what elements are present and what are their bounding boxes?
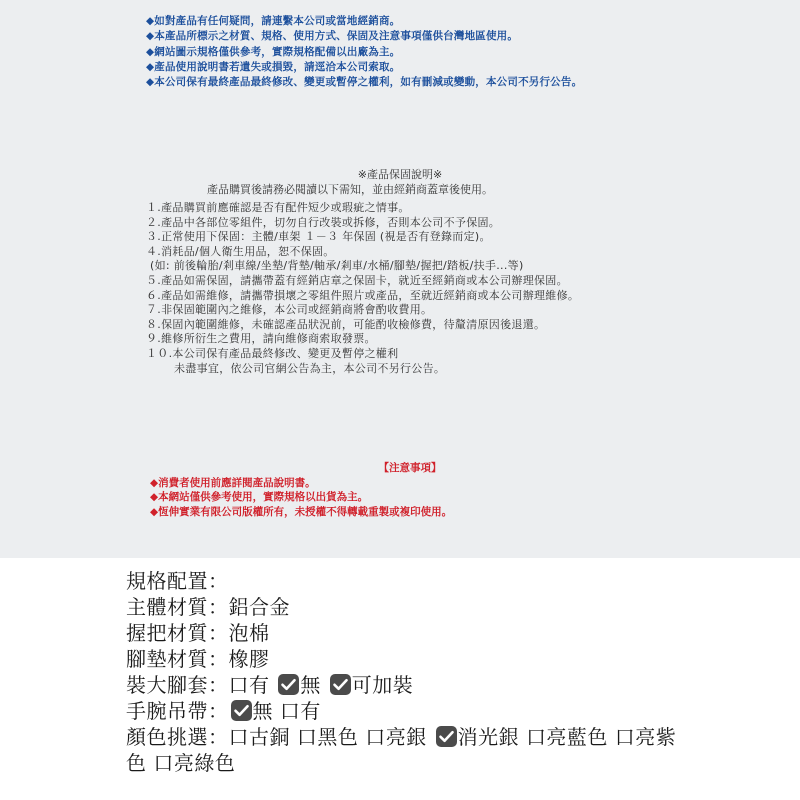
disclaimer-line: ◆網站圖示規格僅供參考，實際規格配備以出廠為主。: [146, 45, 401, 58]
spec-section: [126, 568, 786, 776]
warranty-item: ３.正常使用下保固：主體/車架 １－３ 年保固 (視是否有登錄而定)。: [146, 230, 491, 244]
color-option-box: 口: [614, 725, 636, 749]
checkbox-checked-icon: [436, 726, 457, 747]
option-yes: 口有: [228, 673, 270, 697]
warranty-item: １.產品購買前應確認是否有配件短少或瑕疵之情事。: [146, 201, 410, 214]
warranty-item: ７.非保固範圍內之維修，本公司或經銷商將會酌收費用。: [146, 303, 433, 317]
warranty-item: (如: 前後輪胎/剎車線/坐墊/背墊/軸承/剎車/水桶/腳墊/握把/踏板/扶手...等): [150, 259, 524, 273]
notice-item: ◆本網站僅供參考使用，實際規格以出貨為主。: [150, 491, 369, 504]
spec-color: [126, 724, 686, 776]
option-yes: 口有: [279, 699, 321, 723]
color-option-matte-silver: 消光銀: [457, 725, 520, 749]
warranty-item: ６.產品如需維修，請攜帶損壞之零組件照片或產品，至就近經銷商或本公司辦理維修。: [146, 288, 580, 302]
disclaimer-line: ◆本產品所標示之材質、規格、使用方式、保固及注意事項僅供台灣地區使用。: [146, 30, 519, 43]
warranty-item: ８.保固內範圍維修，未確認產品狀況前，可能酌收檢修費，待釐清原因後退還。: [146, 317, 546, 331]
warranty-item: 未盡事宜，依公司官網公告為主，本公司不另行公告。: [174, 361, 446, 375]
spec-big-foot-pad: [126, 672, 786, 698]
color-option-bright-blue: 口亮藍色: [525, 725, 608, 749]
disclaimer-line: ◆如對產品有任何疑問，請連繫本公司或當地經銷商。: [146, 15, 401, 27]
option-no: 無: [300, 673, 321, 697]
warranty-title: ※產品保固說明※: [357, 168, 443, 181]
color-option-bronze: 口古銅: [228, 725, 290, 749]
spec-body-material: 主體材質：鋁合金: [126, 595, 290, 619]
color-label: 顏色挑選：: [126, 725, 229, 749]
checkbox-checked-icon: [330, 674, 351, 695]
warranty-list: [146, 201, 579, 376]
color-option-bright-green: 口亮綠色: [153, 751, 236, 775]
checkbox-checked-icon: [231, 700, 252, 721]
warranty-item: ５.產品如需保固，請攜帶蓋有經銷店章之保固卡，就近至經銷商或本公司辦理保固。: [146, 273, 568, 287]
disclaimer-notes: [146, 14, 582, 90]
warranty-item: １０.本公司保有產品最終修改、變更及暫停之權利: [146, 346, 399, 360]
spec-grip-material: 握把材質：泡棉: [126, 621, 270, 645]
notice-item: ◆消費者使用前應詳閱產品說明書。: [150, 477, 316, 489]
spec-header: 規格配置：: [126, 569, 229, 593]
warranty-intro: 產品購買後請務必閱讀以下需知，並由經銷商蓋章後使用。: [207, 183, 493, 196]
warranty-item: ９.維修所衍生之費用，請向維修商索取發票。: [146, 332, 376, 346]
warranty-item: ２.產品中各部位零組件，切勿自行改裝或拆修，否則本公司不予保固。: [146, 215, 501, 229]
spec-foot-pad-material: 腳墊材質：橡膠: [126, 647, 270, 671]
checkbox-checked-icon: [278, 674, 299, 695]
color-option-bright-purple: 亮紫色: [126, 725, 677, 775]
option-add-on: 可加裝: [351, 673, 414, 697]
color-option-bright-silver: 口亮銀: [365, 725, 427, 749]
option-no: 無: [252, 699, 273, 723]
notice-list: [150, 476, 452, 519]
spec-wrist-strap: [126, 698, 786, 724]
warranty-item: ４.消耗品/個人衛生用品，恕不保固。: [146, 244, 335, 258]
big-foot-pad-label: 裝大腳套：: [126, 673, 229, 697]
notice-heading: 【注意事項】: [378, 462, 442, 474]
disclaimer-line: ◆產品使用說明書若遺失或損毀，請逕洽本公司索取。: [146, 60, 401, 73]
disclaimer-line: ◆本公司保有最終產品最終修改、變更或暫停之權利，如有刪減或變動，本公司不另行公告。: [146, 76, 583, 89]
color-option-black: 口黑色: [296, 725, 359, 749]
notice-item: ◆恆伸實業有限公司版權所有，未授權不得轉載重製或複印使用。: [150, 505, 453, 518]
wrist-strap-label: 手腕吊帶：: [126, 699, 229, 723]
